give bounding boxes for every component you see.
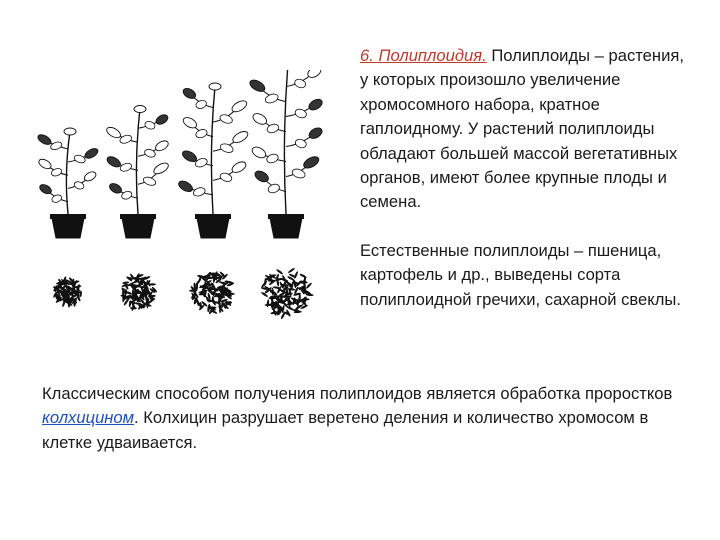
leaf — [307, 126, 324, 141]
stem — [284, 70, 288, 214]
pot — [52, 218, 84, 238]
leaf — [264, 92, 279, 104]
seed-pile-2 — [120, 273, 158, 312]
leaf — [209, 83, 221, 90]
pot-rim — [120, 214, 156, 219]
plant-3 — [177, 83, 250, 238]
leaf — [105, 125, 122, 140]
leaf — [154, 139, 170, 153]
leaf — [142, 176, 157, 187]
leaf — [121, 190, 133, 200]
colchicine-link[interactable]: колхицином — [42, 408, 135, 428]
seed — [200, 302, 202, 310]
pot-rim — [195, 214, 231, 219]
seed-pile-3 — [189, 270, 235, 315]
pot — [197, 218, 229, 238]
leaf — [181, 149, 199, 164]
leaf — [50, 141, 63, 151]
leaf — [219, 113, 234, 125]
natural-polyploids-paragraph: Естественные полиплоиды – пшеница, картофель и др., выведены сорта полиплоидной гречихи, сахарной свеклы. — [360, 240, 681, 309]
leaf — [266, 153, 280, 165]
pot-rim — [50, 214, 86, 219]
polyploidy-paragraph — [360, 44, 690, 215]
leaf — [195, 128, 209, 139]
leaf — [192, 186, 206, 197]
leaf — [177, 179, 194, 194]
leaf — [306, 70, 323, 80]
method-paragraph — [42, 382, 692, 455]
leaf — [267, 183, 281, 195]
leaf — [144, 120, 156, 130]
leaf — [37, 157, 52, 170]
seed-piles — [53, 266, 314, 320]
polyploidy-illustration — [28, 70, 328, 340]
polyploidy-definition: Полиплоиды – растения, у которых произошло увеличение хромосомного набора, кратное гаплоидному. У растений полиплоиды обладают большей массой вегетативных органов, имеют более крупные плоды и семена. — [360, 46, 684, 212]
leaf — [152, 161, 170, 176]
leaf — [119, 162, 133, 173]
plant-2 — [105, 106, 170, 239]
plant-4 — [248, 70, 324, 238]
leaf — [119, 134, 133, 145]
method-text-before: Классическим способом получения полиплоидов является обработка проростков — [42, 384, 673, 403]
pot — [270, 218, 302, 238]
polyploidy-description — [360, 44, 690, 312]
plants-and-seeds-drawing — [28, 70, 328, 340]
method-text-after: . Колхицин разрушает веретено деления и количество хромосом в клетке удваивается. — [42, 408, 649, 452]
polyploidy-heading-link[interactable]: 6. Полиплоидия. — [360, 46, 487, 65]
seed-pile-4 — [260, 266, 314, 320]
leaf — [154, 113, 169, 126]
method-description — [42, 382, 692, 455]
leaf — [251, 111, 268, 126]
leaf — [64, 128, 76, 135]
leaf — [108, 182, 123, 196]
leaf — [291, 167, 306, 179]
leaf — [195, 99, 208, 110]
leaf — [307, 97, 324, 112]
seed-pile-1 — [53, 276, 83, 308]
leaf — [73, 154, 86, 164]
leaf — [144, 148, 157, 159]
leaf — [105, 155, 122, 169]
leaf — [294, 108, 308, 120]
leaf — [36, 133, 52, 147]
leaf — [83, 147, 99, 161]
plant-1 — [36, 128, 99, 238]
pot-rim — [268, 214, 304, 219]
pot — [122, 218, 154, 238]
leaf — [134, 106, 146, 113]
leaf — [250, 145, 267, 160]
potted-plants — [36, 70, 324, 238]
